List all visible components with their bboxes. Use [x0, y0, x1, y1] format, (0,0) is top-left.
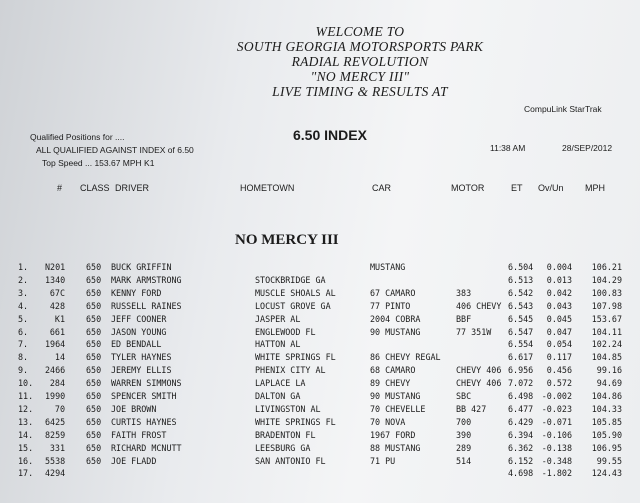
row-driver: TYLER HAYNES: [111, 352, 172, 363]
top-speed-line: Top Speed ... 153.67 MPH K1: [42, 158, 155, 168]
row-hometown: MUSCLE SHOALS AL: [255, 287, 336, 298]
row-car-number: 661: [49, 326, 65, 337]
row-hometown: JASPER AL: [255, 313, 301, 324]
row-class: 650: [86, 455, 102, 466]
row-position: 8.: [18, 352, 29, 363]
row-driver: RUSSELL RAINES: [111, 300, 182, 311]
row-motor: 77 351W: [456, 326, 492, 337]
row-car-number: 4294: [45, 468, 66, 479]
col-driver: DRIVER: [115, 183, 150, 193]
row-et: 6.362: [508, 442, 534, 453]
row-driver: JASON YOUNG: [111, 326, 167, 337]
row-motor: CHEVY 406: [456, 365, 502, 376]
row-class: 650: [86, 403, 102, 414]
table-row: [0, 262, 640, 273]
row-car-number: 428: [49, 300, 65, 311]
row-et: 6.542: [508, 287, 534, 298]
row-motor: SBC: [456, 391, 472, 401]
row-motor: 700: [456, 416, 472, 427]
row-position: 5.: [18, 313, 29, 324]
row-car-number: 1964: [45, 339, 66, 350]
row-car: 70 CHEVELLE: [370, 403, 426, 414]
row-driver: JEREMY ELLIS: [111, 365, 172, 376]
row-car-number: 1340: [45, 274, 66, 285]
row-ovun: -0.002: [541, 391, 572, 401]
row-mph: 99.55: [596, 455, 622, 466]
row-class: 650: [86, 287, 102, 298]
row-position: 1.: [18, 262, 29, 272]
row-motor: BBF: [456, 313, 472, 324]
row-hometown: WHITE SPRINGS FL: [255, 416, 336, 427]
row-driver: RICHARD MCNUTT: [111, 442, 182, 453]
row-class: 650: [86, 391, 102, 401]
row-et: 6.498: [508, 391, 534, 401]
row-class: 650: [86, 365, 102, 376]
row-position: 16.: [18, 455, 34, 466]
row-ovun: 0.054: [546, 339, 572, 350]
row-ovun: 0.572: [546, 378, 572, 389]
row-et: 6.545: [508, 313, 534, 324]
row-et: 6.543: [508, 300, 534, 311]
row-class: 650: [86, 429, 102, 440]
row-class: 650: [86, 326, 102, 337]
row-motor: BB 427: [456, 403, 487, 414]
row-car-number: 2466: [45, 365, 66, 376]
row-et: 4.698: [508, 468, 534, 479]
row-position: 15.: [18, 442, 34, 453]
row-mph: 102.24: [591, 339, 622, 350]
header-line-series: RADIAL REVOLUTION: [291, 54, 429, 69]
report-date: 28/SEP/2012: [562, 143, 613, 153]
row-ovun: 0.456: [546, 365, 572, 376]
row-ovun: 0.117: [546, 352, 572, 363]
row-et: 6.617: [508, 352, 534, 363]
row-ovun: -0.138: [541, 442, 572, 453]
row-car-number: N201: [45, 262, 66, 272]
row-mph: 104.29: [591, 274, 622, 285]
row-driver: ED BENDALL: [111, 339, 162, 350]
row-et: 6.152: [508, 455, 534, 466]
row-car: 89 CHEVY: [370, 378, 411, 389]
row-car-number: 5538: [45, 455, 66, 466]
col-pos: #: [57, 183, 63, 193]
row-class: 650: [86, 300, 102, 311]
row-class: 650: [86, 339, 102, 350]
row-car-number: 331: [49, 442, 65, 453]
row-car: 90 MUSTANG: [370, 326, 421, 337]
row-hometown: LAPLACE LA: [255, 378, 306, 389]
row-et: 6.956: [508, 365, 534, 376]
row-hometown: LOCUST GROVE GA: [255, 300, 331, 311]
row-driver: KENNY FORD: [111, 287, 162, 298]
row-position: 12.: [18, 403, 34, 414]
row-position: 3.: [18, 287, 29, 298]
header-line-park: SOUTH GEORGIA MOTORSPORTS PARK: [236, 39, 484, 54]
row-et: 6.504: [508, 262, 534, 272]
table-row: [0, 468, 640, 479]
row-motor: 289: [456, 442, 472, 453]
row-mph: 104.86: [591, 391, 622, 401]
row-mph: 107.98: [591, 300, 622, 311]
row-mph: 153.67: [591, 313, 622, 324]
row-car: 90 MUSTANG: [370, 391, 421, 401]
row-ovun: 0.042: [546, 287, 572, 298]
row-car: 68 CAMARO: [370, 365, 416, 376]
row-class: 650: [86, 274, 102, 285]
qualified-index-line: ALL QUALIFIED AGAINST INDEX of 6.50: [36, 145, 194, 155]
row-position: 2.: [18, 274, 29, 285]
row-motor: 514: [456, 455, 472, 466]
row-motor: 406 CHEVY: [456, 300, 502, 311]
row-et: 6.429: [508, 416, 534, 427]
table-row: [0, 430, 640, 441]
row-car: 1967 FORD: [370, 429, 416, 440]
row-ovun: 0.004: [546, 262, 572, 272]
col-car: CAR: [372, 183, 392, 193]
row-mph: 105.85: [591, 416, 622, 427]
row-mph: 99.16: [596, 365, 622, 376]
row-position: 10.: [18, 378, 34, 389]
row-car-number: K1: [54, 313, 65, 324]
row-position: 17.: [18, 468, 34, 479]
index-title: 6.50 INDEX: [293, 127, 367, 143]
table-row: [0, 327, 640, 338]
row-car: 77 PINTO: [370, 300, 411, 311]
row-ovun: 0.013: [546, 274, 572, 285]
row-car-number: 67C: [49, 287, 65, 298]
row-et: 6.477: [508, 403, 534, 414]
col-motor: MOTOR: [451, 183, 485, 193]
row-class: 650: [86, 262, 102, 272]
row-hometown: WHITE SPRINGS FL: [255, 352, 336, 363]
row-position: 4.: [18, 300, 29, 311]
row-ovun: -0.106: [541, 429, 572, 440]
row-car-number: 6425: [45, 416, 66, 427]
row-position: 13.: [18, 416, 34, 427]
row-mph: 105.90: [591, 429, 622, 440]
header-title-block: [150, 24, 570, 99]
row-mph: 106.95: [591, 442, 622, 453]
header-line-live: LIVE TIMING & RESULTS AT: [272, 84, 448, 99]
row-car: 2004 COBRA: [370, 313, 421, 324]
table-row: [0, 391, 640, 402]
col-mph: MPH: [585, 183, 605, 193]
row-position: 11.: [18, 391, 34, 401]
row-class: 650: [86, 442, 102, 453]
row-mph: 94.69: [596, 378, 622, 389]
table-row: [0, 417, 640, 428]
row-class: 650: [86, 378, 102, 389]
row-position: 14.: [18, 429, 34, 440]
col-ovun: Ov/Un: [538, 183, 564, 193]
table-row: [0, 456, 640, 467]
row-mph: 104.33: [591, 403, 622, 414]
row-car: 88 MUSTANG: [370, 442, 421, 453]
table-row: [0, 443, 640, 454]
row-et: 6.513: [508, 274, 534, 285]
row-position: 7.: [18, 339, 29, 350]
row-hometown: STOCKBRIDGE GA: [255, 274, 326, 285]
table-row: [0, 288, 640, 299]
row-driver: BUCK GRIFFIN: [111, 262, 172, 272]
row-hometown: HATTON AL: [255, 339, 301, 350]
row-et: 6.394: [508, 429, 534, 440]
row-driver: MARK ARMSTRONG: [111, 274, 182, 285]
table-row: [0, 339, 640, 350]
row-ovun: -0.071: [541, 416, 572, 427]
header-line-event: "NO MERCY III": [310, 69, 410, 84]
row-et: 7.072: [508, 378, 534, 389]
event-name: NO MERCY III: [235, 232, 339, 248]
row-car-number: 1990: [45, 391, 66, 401]
row-hometown: LIVINGSTON AL: [255, 403, 321, 414]
row-ovun: -1.802: [541, 468, 572, 479]
row-hometown: BRADENTON FL: [255, 429, 316, 440]
row-driver: WARREN SIMMONS: [111, 378, 182, 389]
row-ovun: 0.043: [546, 300, 572, 311]
row-car-number: 8259: [45, 429, 66, 440]
brand-label: CompuLink StarTrak: [524, 104, 602, 114]
table-row: [0, 365, 640, 376]
row-driver: JOE FLADD: [111, 455, 157, 466]
row-hometown: ENGLEWOOD FL: [255, 326, 316, 337]
row-class: 650: [86, 416, 102, 427]
row-hometown: DALTON GA: [255, 391, 301, 401]
row-hometown: SAN ANTONIO FL: [255, 455, 326, 466]
row-driver: SPENCER SMITH: [111, 391, 177, 401]
table-row: [0, 314, 640, 325]
row-mph: 100.83: [591, 287, 622, 298]
row-position: 6.: [18, 326, 29, 337]
col-et: ET: [511, 183, 523, 193]
row-class: 650: [86, 313, 102, 324]
row-position: 9.: [18, 365, 29, 376]
table-row: [0, 352, 640, 363]
row-motor: CHEVY 406: [456, 378, 502, 389]
row-et: 6.547: [508, 326, 534, 337]
row-mph: 124.43: [591, 468, 622, 479]
row-ovun: -0.023: [541, 403, 572, 414]
row-driver: CURTIS HAYNES: [111, 416, 177, 427]
row-car: 70 NOVA: [370, 416, 406, 427]
row-mph: 104.11: [591, 326, 622, 337]
col-hometown: HOMETOWN: [240, 183, 295, 193]
row-driver: JOE BROWN: [111, 403, 157, 414]
row-car-number: 14: [54, 352, 65, 363]
row-motor: 390: [456, 429, 472, 440]
row-mph: 106.21: [591, 262, 622, 272]
row-car: 86 CHEVY REGAL: [370, 352, 441, 363]
row-car-number: 284: [49, 378, 65, 389]
table-row: [0, 378, 640, 389]
row-class: 650: [86, 352, 102, 363]
row-car: 67 CAMARO: [370, 287, 416, 298]
row-car-number: 70: [54, 403, 65, 414]
table-row: [0, 301, 640, 312]
col-class: CLASS: [80, 183, 110, 193]
table-row: [0, 275, 640, 286]
row-driver: FAITH FROST: [111, 429, 167, 440]
row-mph: 104.85: [591, 352, 622, 363]
row-et: 6.554: [508, 339, 534, 350]
row-hometown: LEESBURG GA: [255, 442, 311, 453]
row-motor: 383: [456, 287, 472, 298]
row-ovun: 0.047: [546, 326, 572, 337]
row-car: 71 PU: [370, 455, 396, 466]
table-row: [0, 404, 640, 415]
header-line-welcome: WELCOME TO: [315, 24, 405, 39]
row-hometown: PHENIX CITY AL: [255, 365, 326, 376]
row-ovun: -0.348: [541, 455, 572, 466]
row-car: MUSTANG: [370, 262, 406, 272]
qualified-label: Qualified Positions for ....: [30, 132, 125, 142]
row-driver: JEFF COONER: [111, 313, 167, 324]
report-time: 11:38 AM: [490, 143, 526, 153]
row-ovun: 0.045: [546, 313, 572, 324]
